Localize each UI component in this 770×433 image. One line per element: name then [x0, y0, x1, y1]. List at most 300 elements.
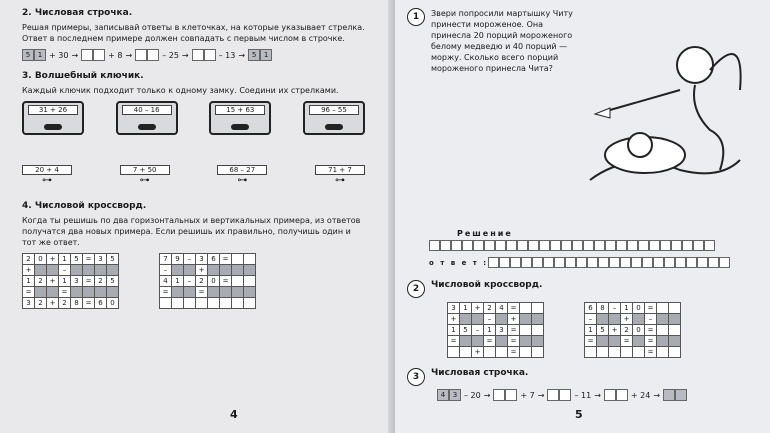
- grid-cell: 2: [196, 276, 208, 287]
- grid-cell: 0: [633, 325, 645, 336]
- grid-cell[interactable]: [532, 325, 544, 336]
- solution-cell[interactable]: [682, 240, 693, 251]
- grid-cell: 3: [448, 303, 460, 314]
- grid-cell[interactable]: [172, 265, 184, 276]
- solution-cell[interactable]: [451, 240, 462, 251]
- grid-cell: 2: [95, 276, 107, 287]
- grid-cell: 9: [172, 254, 184, 265]
- grid-cell: +: [47, 298, 59, 309]
- solution-cell[interactable]: [649, 240, 660, 251]
- grid-cell[interactable]: [472, 336, 484, 347]
- grid-row: [23, 265, 119, 276]
- solution-cell[interactable]: [550, 240, 561, 251]
- key-icon: ⊶: [139, 175, 150, 186]
- grid-cell: 4: [496, 303, 508, 314]
- grid-cell[interactable]: [107, 287, 119, 298]
- grid-cell: =: [645, 303, 657, 314]
- grid-cell: 5: [597, 325, 609, 336]
- solution-cell[interactable]: [565, 257, 576, 268]
- grid-cell[interactable]: [609, 336, 621, 347]
- grid-cell: +: [609, 325, 621, 336]
- grid-cell: 6: [208, 254, 220, 265]
- solution-cell[interactable]: [664, 257, 675, 268]
- task-3-title: Числовая строчка.: [431, 368, 529, 378]
- solution-cell[interactable]: [594, 240, 605, 251]
- answer-cell[interactable]: [81, 49, 93, 61]
- grid-cell[interactable]: [532, 314, 544, 325]
- grid-cell: 1: [448, 325, 460, 336]
- grid-cell: 4: [160, 276, 172, 287]
- key[interactable]: [120, 165, 170, 187]
- answer-label: о т в е т :: [429, 258, 489, 267]
- key-label: 71 + 7: [315, 165, 365, 175]
- crossword-grid-2[interactable]: [159, 253, 256, 309]
- chain-cell: 4: [437, 389, 449, 401]
- solution-cell[interactable]: [653, 257, 664, 268]
- grid-cell[interactable]: [244, 265, 256, 276]
- solution-cell[interactable]: [440, 240, 451, 251]
- grid-cell[interactable]: [232, 265, 244, 276]
- grid-cell[interactable]: [460, 314, 472, 325]
- answer-cell[interactable]: [493, 389, 505, 401]
- lock-label: 40 – 16: [122, 105, 172, 115]
- grid-cell: 0: [208, 276, 220, 287]
- grid-cell[interactable]: [35, 287, 47, 298]
- solution-cell[interactable]: [605, 240, 616, 251]
- grid-cell: –: [609, 303, 621, 314]
- solution-cell[interactable]: [517, 240, 528, 251]
- chain-op: – 11: [574, 390, 592, 400]
- grid-cell: 5: [107, 254, 119, 265]
- grid-cell: =: [196, 287, 208, 298]
- answer-cell[interactable]: [663, 389, 675, 401]
- grid-cell[interactable]: [597, 347, 609, 358]
- grid-cell[interactable]: [669, 347, 681, 358]
- keyhole-icon: [325, 124, 343, 130]
- crossword-grids: [22, 253, 365, 309]
- grid-cell: =: [83, 254, 95, 265]
- grid-cell: =: [585, 336, 597, 347]
- solution-cell[interactable]: [488, 257, 499, 268]
- answer-cell[interactable]: [505, 389, 517, 401]
- solution-cell[interactable]: [499, 257, 510, 268]
- solution-grid[interactable]: [429, 240, 758, 251]
- grid-row: [448, 347, 544, 358]
- grid-cell: =: [508, 325, 520, 336]
- solution-cell[interactable]: [532, 257, 543, 268]
- answer-cell[interactable]: [675, 389, 687, 401]
- grid-cell: +: [448, 314, 460, 325]
- grid-cell[interactable]: [172, 298, 184, 309]
- grid-cell: =: [160, 287, 172, 298]
- grid-cell[interactable]: [460, 336, 472, 347]
- lock-label: 15 + 63: [215, 105, 265, 115]
- grid-cell: 2: [621, 325, 633, 336]
- grid-cell[interactable]: [47, 265, 59, 276]
- grid-cell[interactable]: [220, 265, 232, 276]
- grid-cell[interactable]: [184, 265, 196, 276]
- solution-cell[interactable]: [631, 257, 642, 268]
- chain-op: + 24: [630, 390, 651, 400]
- answer-cell[interactable]: [547, 389, 559, 401]
- grid-cell[interactable]: [232, 254, 244, 265]
- grid-cell[interactable]: [244, 287, 256, 298]
- grid-cell: =: [645, 347, 657, 358]
- chain-op: – 25: [162, 50, 179, 60]
- grid-row: [160, 298, 256, 309]
- grid-cell: 5: [107, 276, 119, 287]
- chain-op: + 8: [108, 50, 123, 60]
- grid-cell: =: [645, 336, 657, 347]
- chain-op: + 7: [520, 390, 535, 400]
- grid-cell: 0: [107, 298, 119, 309]
- solution-cell[interactable]: [609, 257, 620, 268]
- lock[interactable]: [116, 101, 178, 135]
- grid-row: [448, 314, 544, 325]
- section-3-text: Каждый ключик подходит только к одному замку. Соедини их стрелками.: [22, 86, 339, 95]
- grid-row: [448, 303, 544, 314]
- grid-cell[interactable]: [621, 347, 633, 358]
- grid-cell: –: [484, 314, 496, 325]
- solution-cell[interactable]: [510, 257, 521, 268]
- solution-cell[interactable]: [484, 240, 495, 251]
- chain-op: – 13: [218, 50, 236, 60]
- grid-cell[interactable]: [609, 314, 621, 325]
- grid-cell[interactable]: [172, 287, 184, 298]
- grid-cell: 1: [585, 325, 597, 336]
- answer-cell[interactable]: [192, 49, 204, 61]
- monkey-walrus-illustration: [570, 30, 755, 190]
- grid-cell: 6: [585, 303, 597, 314]
- grid-cell[interactable]: [232, 298, 244, 309]
- grid-cell[interactable]: [609, 347, 621, 358]
- chain-cell: 1: [260, 49, 272, 61]
- answer-row[interactable]: [429, 253, 758, 272]
- grid-cell: 1: [59, 276, 71, 287]
- grid-cell[interactable]: [597, 314, 609, 325]
- crossword-grid-1[interactable]: [22, 253, 119, 309]
- lock-label: 96 – 55: [309, 105, 359, 115]
- grid-cell: 1: [59, 254, 71, 265]
- grid-cell: 5: [71, 254, 83, 265]
- grid-cell[interactable]: [520, 325, 532, 336]
- grid-cell: 5: [460, 325, 472, 336]
- grid-cell: –: [160, 265, 172, 276]
- grid-cell: =: [621, 336, 633, 347]
- grid-cell: 2: [59, 298, 71, 309]
- key-label: 7 + 50: [120, 165, 170, 175]
- grid-cell: 1: [484, 325, 496, 336]
- grid-row: [23, 298, 119, 309]
- grid-row: [585, 336, 681, 347]
- solution-cell[interactable]: [719, 257, 730, 268]
- key[interactable]: [315, 165, 365, 187]
- solution-cell[interactable]: [708, 257, 719, 268]
- grid-cell: 7: [160, 254, 172, 265]
- grid-cell[interactable]: [585, 347, 597, 358]
- locks-row: [22, 101, 365, 135]
- grid-row: [448, 325, 544, 336]
- answer-cell[interactable]: [204, 49, 216, 61]
- grid-cell[interactable]: [220, 287, 232, 298]
- solution-cell[interactable]: [693, 240, 704, 251]
- solution-cell[interactable]: [429, 240, 440, 251]
- grid-cell[interactable]: [520, 336, 532, 347]
- grid-cell[interactable]: [520, 314, 532, 325]
- solution-cell[interactable]: [638, 240, 649, 251]
- grid-cell[interactable]: [244, 276, 256, 287]
- key-icon: ⊶: [237, 175, 248, 186]
- grid-cell[interactable]: [83, 265, 95, 276]
- grid-row: [23, 287, 119, 298]
- crossword-grids-2: [447, 302, 758, 358]
- grid-cell[interactable]: [35, 265, 47, 276]
- grid-cell[interactable]: [496, 336, 508, 347]
- grid-cell: +: [472, 303, 484, 314]
- grid-cell: =: [645, 325, 657, 336]
- grid-cell[interactable]: [160, 298, 172, 309]
- solution-cell[interactable]: [671, 240, 682, 251]
- grid-cell[interactable]: [532, 303, 544, 314]
- solution-cell[interactable]: [642, 257, 653, 268]
- grid-cell[interactable]: [208, 287, 220, 298]
- lock[interactable]: [22, 101, 84, 135]
- grid-row: [448, 336, 544, 347]
- page-number: 4: [230, 408, 238, 421]
- key-icon: ⊶: [334, 175, 345, 186]
- grid-cell: 8: [597, 303, 609, 314]
- grid-cell: +: [621, 314, 633, 325]
- grid-cell: –: [472, 325, 484, 336]
- grid-cell: 1: [23, 276, 35, 287]
- grid-cell[interactable]: [107, 265, 119, 276]
- number-chain-1: 5 1 + 30 → + 8 → – 25 → – 13 → 5 1: [22, 49, 365, 61]
- task-number: 1: [407, 8, 425, 26]
- grid-row: [160, 287, 256, 298]
- key-icon: ⊶: [42, 175, 52, 186]
- grid-cell[interactable]: [669, 336, 681, 347]
- chain-op: + 30: [49, 50, 69, 60]
- grid-cell[interactable]: [597, 336, 609, 347]
- key[interactable]: [217, 165, 267, 187]
- keyhole-icon: [231, 124, 249, 130]
- solution-cell[interactable]: [616, 240, 627, 251]
- keyhole-icon: [138, 124, 156, 130]
- grid-row: [585, 347, 681, 358]
- solution-cell[interactable]: [627, 240, 638, 251]
- grid-cell: =: [484, 336, 496, 347]
- grid-cell[interactable]: [244, 254, 256, 265]
- grid-cell: 2: [23, 254, 35, 265]
- grid-cell: +: [47, 276, 59, 287]
- solution-label: Решение: [457, 229, 513, 238]
- grid-cell: 6: [95, 298, 107, 309]
- solution-cell[interactable]: [704, 240, 715, 251]
- solution-cell[interactable]: [598, 257, 609, 268]
- grid-cell[interactable]: [496, 347, 508, 358]
- solution-cell[interactable]: [528, 240, 539, 251]
- task-2: [407, 280, 758, 298]
- lock[interactable]: [209, 101, 271, 135]
- grid-cell[interactable]: [657, 336, 669, 347]
- grid-cell[interactable]: [83, 287, 95, 298]
- grid-cell: =: [220, 254, 232, 265]
- grid-cell: =: [508, 336, 520, 347]
- solution-cell[interactable]: [697, 257, 708, 268]
- solution-cell[interactable]: [462, 240, 473, 251]
- grid-cell[interactable]: [496, 314, 508, 325]
- solution-cell[interactable]: [583, 240, 594, 251]
- grid-row: [585, 314, 681, 325]
- key-label: 20 + 4: [22, 165, 72, 175]
- grid-cell[interactable]: [47, 287, 59, 298]
- grid-cell: +: [508, 314, 520, 325]
- answer-cell[interactable]: [559, 389, 571, 401]
- solution-cell[interactable]: [572, 240, 583, 251]
- task-3: [407, 368, 758, 386]
- number-chain-2: 4 3 – 20 → + 7 → – 11 → + 24 →: [437, 389, 758, 401]
- grid-cell[interactable]: [657, 303, 669, 314]
- grid-cell[interactable]: [460, 347, 472, 358]
- solution-cell[interactable]: [660, 240, 671, 251]
- solution-cell[interactable]: [686, 257, 697, 268]
- solution-cell[interactable]: [554, 257, 565, 268]
- grid-cell: =: [83, 276, 95, 287]
- page-number: 5: [575, 408, 583, 421]
- grid-cell[interactable]: [71, 265, 83, 276]
- grid-cell: +: [472, 347, 484, 358]
- grid-cell[interactable]: [71, 287, 83, 298]
- grid-cell[interactable]: [472, 314, 484, 325]
- grid-cell[interactable]: [657, 347, 669, 358]
- chain-op: – 20: [464, 390, 481, 400]
- solution-cell[interactable]: [473, 240, 484, 251]
- grid-cell[interactable]: [657, 325, 669, 336]
- solution-cell[interactable]: [620, 257, 631, 268]
- grid-cell: 1: [621, 303, 633, 314]
- grid-cell[interactable]: [633, 347, 645, 358]
- grid-cell[interactable]: [657, 314, 669, 325]
- solution-cell[interactable]: [539, 240, 550, 251]
- answer-cell[interactable]: [93, 49, 105, 61]
- solution-cell[interactable]: [576, 257, 587, 268]
- solution-cell[interactable]: [561, 240, 572, 251]
- section-4-title: 4. Числовой кроссворд.: [22, 201, 147, 211]
- task-2-title: Числовой кроссворд.: [431, 280, 543, 290]
- grid-cell[interactable]: [244, 298, 256, 309]
- grid-cell: 3: [496, 325, 508, 336]
- keyhole-icon: [44, 124, 62, 130]
- keys-row: [22, 165, 365, 187]
- grid-cell: 0: [35, 254, 47, 265]
- grid-cell[interactable]: [532, 336, 544, 347]
- grid-cell: 2: [35, 298, 47, 309]
- grid-cell: 2: [484, 303, 496, 314]
- chain-cell: 3: [449, 389, 461, 401]
- grid-cell: 2: [35, 276, 47, 287]
- solution-cell[interactable]: [521, 257, 532, 268]
- grid-cell[interactable]: [220, 298, 232, 309]
- crossword-grid-4[interactable]: [584, 302, 681, 358]
- chain-cell: 5: [248, 49, 260, 61]
- grid-cell[interactable]: [633, 336, 645, 347]
- grid-cell: =: [59, 287, 71, 298]
- grid-cell[interactable]: [520, 347, 532, 358]
- grid-cell: =: [220, 276, 232, 287]
- answer-cell[interactable]: [135, 49, 147, 61]
- grid-cell[interactable]: [532, 347, 544, 358]
- crossword-grid-3[interactable]: [447, 302, 544, 358]
- solution-cell[interactable]: [495, 240, 506, 251]
- answer-cell[interactable]: [616, 389, 628, 401]
- solution-cell[interactable]: [675, 257, 686, 268]
- grid-cell[interactable]: [520, 303, 532, 314]
- grid-cell[interactable]: [232, 287, 244, 298]
- section-3-title: 3. Волшебный ключик.: [22, 71, 144, 81]
- grid-cell[interactable]: [484, 347, 496, 358]
- grid-cell: 8: [71, 298, 83, 309]
- key-label: 68 – 27: [217, 165, 267, 175]
- grid-cell: –: [184, 254, 196, 265]
- solution-cell[interactable]: [587, 257, 598, 268]
- grid-row: [160, 254, 256, 265]
- grid-cell[interactable]: [184, 298, 196, 309]
- solution-cell[interactable]: [543, 257, 554, 268]
- grid-cell: –: [585, 314, 597, 325]
- section-2-title: 2. Числовая строчка.: [22, 8, 133, 18]
- answer-cell[interactable]: [147, 49, 159, 61]
- grid-cell: =: [448, 336, 460, 347]
- grid-cell[interactable]: [184, 287, 196, 298]
- grid-cell: =: [508, 347, 520, 358]
- grid-cell[interactable]: [95, 287, 107, 298]
- grid-cell[interactable]: [208, 298, 220, 309]
- lock-label: 31 + 26: [28, 105, 78, 115]
- grid-row: [23, 276, 119, 287]
- grid-cell: 3: [95, 254, 107, 265]
- grid-cell[interactable]: [95, 265, 107, 276]
- grid-cell: –: [645, 314, 657, 325]
- grid-cell[interactable]: [669, 303, 681, 314]
- key[interactable]: [22, 165, 72, 187]
- grid-cell: –: [184, 276, 196, 287]
- answer-cell[interactable]: [604, 389, 616, 401]
- grid-row: [585, 303, 681, 314]
- grid-cell: 3: [71, 276, 83, 287]
- grid-row: [585, 325, 681, 336]
- grid-cell[interactable]: [448, 347, 460, 358]
- grid-cell[interactable]: [669, 314, 681, 325]
- grid-cell[interactable]: [232, 276, 244, 287]
- grid-cell: +: [47, 254, 59, 265]
- grid-cell: =: [83, 298, 95, 309]
- grid-cell: +: [23, 265, 35, 276]
- grid-cell: +: [196, 265, 208, 276]
- task-number: 3: [407, 368, 425, 386]
- grid-cell[interactable]: [196, 298, 208, 309]
- grid-cell[interactable]: [633, 314, 645, 325]
- grid-cell: 0: [633, 303, 645, 314]
- grid-row: [160, 265, 256, 276]
- chain-cell: 5: [22, 49, 34, 61]
- grid-row: [160, 276, 256, 287]
- lock[interactable]: [303, 101, 365, 135]
- chain-cell: 1: [34, 49, 46, 61]
- grid-cell: 3: [23, 298, 35, 309]
- solution-cell[interactable]: [506, 240, 517, 251]
- grid-cell[interactable]: [669, 325, 681, 336]
- grid-cell[interactable]: [208, 265, 220, 276]
